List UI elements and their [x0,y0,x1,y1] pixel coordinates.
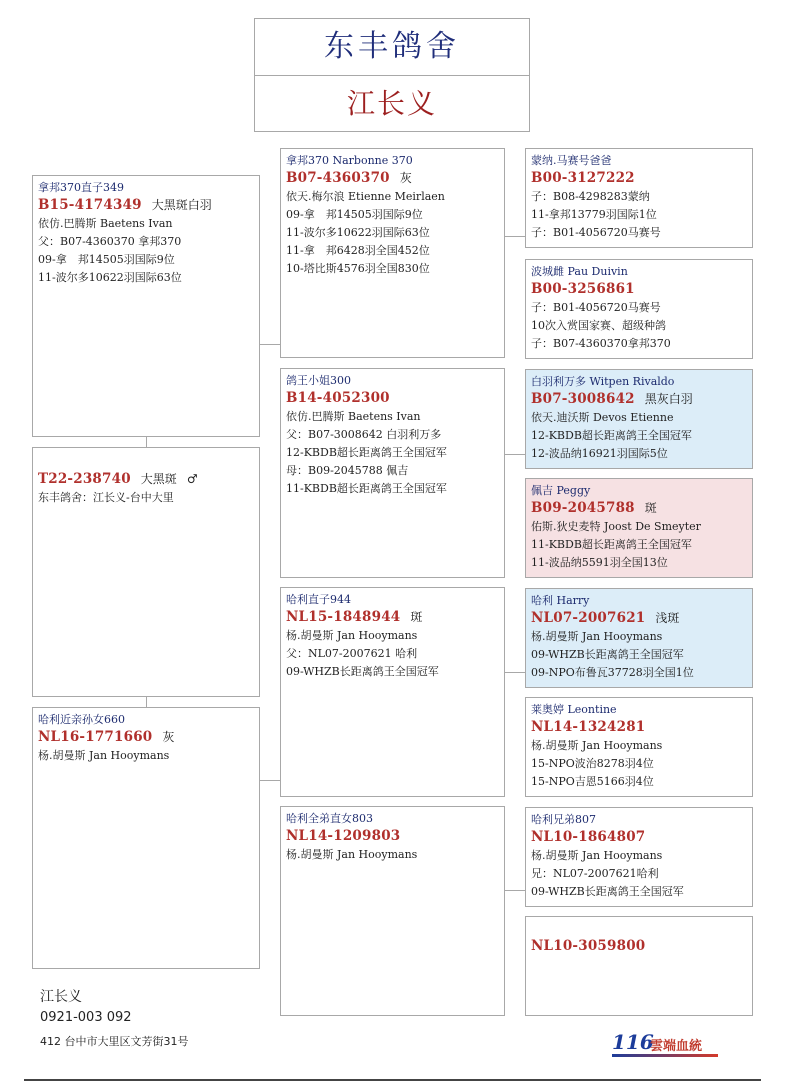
contact-address: 412 台中市大里区文芳街31号 [40,1035,189,1048]
connector [505,454,525,455]
dam-dam-card [280,806,505,1016]
bird-name: 波城雌 Pau Duivin [531,265,628,278]
ring-number: B09-2045788 [531,500,635,516]
info-line: 父：B07-3008642 白羽利万多 [286,428,442,441]
info-line: 母：B09-2045788 佩吉 [286,464,409,477]
info-line: 依仿.巴腾斯 Baetens Ivan [286,410,421,423]
connector [505,890,525,891]
info-line: 子：B07-4360370拿邦370 [531,337,671,350]
info-line: 09-WHZB长距离鸽王全国冠军 [531,648,684,661]
bird-name: 鸽王小姐300 [286,374,351,387]
bird-color: 大黑斑 [140,472,177,486]
connector [505,672,525,673]
ring-number: B15-4174349 [38,197,142,213]
info-line: 东丰鸽舍：江长义-台中大里 [38,491,174,504]
logo-text: 雲端血統 [650,1039,703,1054]
info-line: 杨.胡曼斯 Jan Hooymans [38,749,170,762]
ring-number: NL10-1864807 [531,829,646,845]
info-line: 10次入赏国家赛、超级种鸽 [531,319,666,332]
connector [146,697,147,707]
info-line: 父：NL07-2007621 哈利 [286,647,418,660]
dam-sire-card [280,587,505,797]
bird-color: 斑 [410,610,423,624]
ring-number: NL14-1324281 [531,719,646,735]
info-line: 11-KBDB超长距离鸽王全国冠军 [531,538,692,551]
ring-number: NL15-1848944 [286,609,401,625]
info-line: 09-拿 邦14505羽国际9位 [286,208,423,221]
sdd-card [525,478,753,578]
owner-name: 江长义 [346,87,437,120]
ring-number: B00-3127222 [531,170,635,186]
ring-number: NL10-3059800 [531,938,646,954]
info-line: 12-KBDB超长距离鸽王全国冠军 [531,429,692,442]
bird-name: 佩吉 Peggy [531,484,591,497]
sds-card [525,369,753,469]
sire-sire-card [280,148,505,358]
info-line: 依天.梅尔浪 Etienne Meirlaen [286,190,445,203]
sss-card [525,148,753,248]
info-line: 09-拿 邦14505羽国际9位 [38,253,175,266]
info-line: 兄：NL07-2007621哈利 [531,867,659,880]
dam-card [32,707,260,969]
info-line: 15-NPO吉恩5166羽4位 [531,775,654,788]
info-line: 11-拿邦13779羽国际1位 [531,208,657,221]
sex-icon: ♂ [186,472,198,486]
ring-number: NL14-1209803 [286,828,401,844]
info-line: 09-WHZB长距离鸽王全国冠军 [286,665,439,678]
bird-name: 拿邦370直子349 [38,181,124,194]
bird-color: 斑 [644,501,657,515]
bird-name: 蒙纳.马赛号爸爸 [531,154,612,167]
ssd-card [525,259,753,359]
bird-name: 哈利近亲孙女660 [38,713,125,726]
info-line: 子：B01-4056720马赛号 [531,226,661,239]
info-line: 15-NPO波治8278羽4位 [531,757,654,770]
info-line: 杨.胡曼斯 Jan Hooymans [531,849,663,862]
dds-card [525,807,753,907]
info-line: 09-NPO布鲁瓦37728羽全国1位 [531,666,694,679]
info-line: 11-波尔多10622羽国际63位 [38,271,182,284]
info-line: 杨.胡曼斯 Jan Hooymans [286,848,418,861]
bird-color: 浅斑 [655,611,680,625]
info-line: 12-波品纳16921羽国际5位 [531,447,668,460]
info-line: 依天.迪沃斯 Devos Etienne [531,411,674,424]
title-box [254,18,530,132]
sire-dam-card [280,368,505,578]
sire-card [32,175,260,437]
info-line: 子：B08-4298283蒙纳 [531,190,650,203]
bird-name: 哈利 Harry [531,594,590,607]
bird-color: 大黑斑白羽 [151,198,212,212]
bird-name: 哈利全弟直女803 [286,812,373,825]
connector [146,437,147,447]
loft-name: 东丰鸽舍 [255,19,529,76]
info-line: 子：B01-4056720马赛号 [531,301,661,314]
info-line: 依仿.巴腾斯 Baetens Ivan [38,217,173,230]
connector [505,236,525,237]
info-line: 11-波品纳5591羽全国13位 [531,556,668,569]
ring-number: NL16-1771660 [38,729,153,745]
subject-card [32,447,260,697]
info-line: 杨.胡曼斯 Jan Hooymans [286,629,418,642]
contact-name: 江长义 [40,989,82,1005]
bottom-divider [24,1079,761,1081]
ring-number: B14-4052300 [286,390,390,406]
ring-number: B07-3008642 [531,391,635,407]
connector [260,780,280,781]
info-line: 09-WHZB长距离鸽王全国冠军 [531,885,684,898]
dss-card [525,588,753,688]
contact-phone: 0921-003 092 [40,1010,132,1025]
bird-name: 白羽利万多 Witpen Rivaldo [531,375,675,388]
logo-underline [612,1054,718,1057]
info-line: 杨.胡曼斯 Jan Hooymans [531,630,663,643]
connector [260,344,280,345]
logo-number: 116 [612,1030,654,1054]
bird-color: 灰 [399,171,412,185]
bird-name: 拿邦370 Narbonne 370 [286,154,413,167]
bird-color: 黑灰白羽 [644,392,693,406]
ring-number: NL07-2007621 [531,610,646,626]
info-line: 12-KBDB超长距离鸽王全国冠军 [286,446,447,459]
info-line: 11-波尔多10622羽国际63位 [286,226,430,239]
info-line: 11-拿 邦6428羽全国452位 [286,244,430,257]
brand-logo [612,1030,722,1058]
bird-name: 哈利兄弟807 [531,813,596,826]
ring-number: B07-4360370 [286,170,390,186]
bird-name: 莱奥婷 Leontine [531,703,617,716]
bird-color: 灰 [162,730,175,744]
info-line: 佑斯.狄史麦特 Joost De Smeyter [531,520,701,533]
ring-number: B00-3256861 [531,281,635,297]
info-line: 11-KBDB超长距离鸽王全国冠军 [286,482,447,495]
info-line: 10-塔比斯4576羽全国830位 [286,262,430,275]
info-line: 父：B07-4360370 拿邦370 [38,235,182,248]
bird-name: 哈利直子944 [286,593,351,606]
info-line: 杨.胡曼斯 Jan Hooymans [531,739,663,752]
ddd-card [525,916,753,1016]
dsd-card [525,697,753,797]
ring-number: T22-238740 [38,471,131,487]
